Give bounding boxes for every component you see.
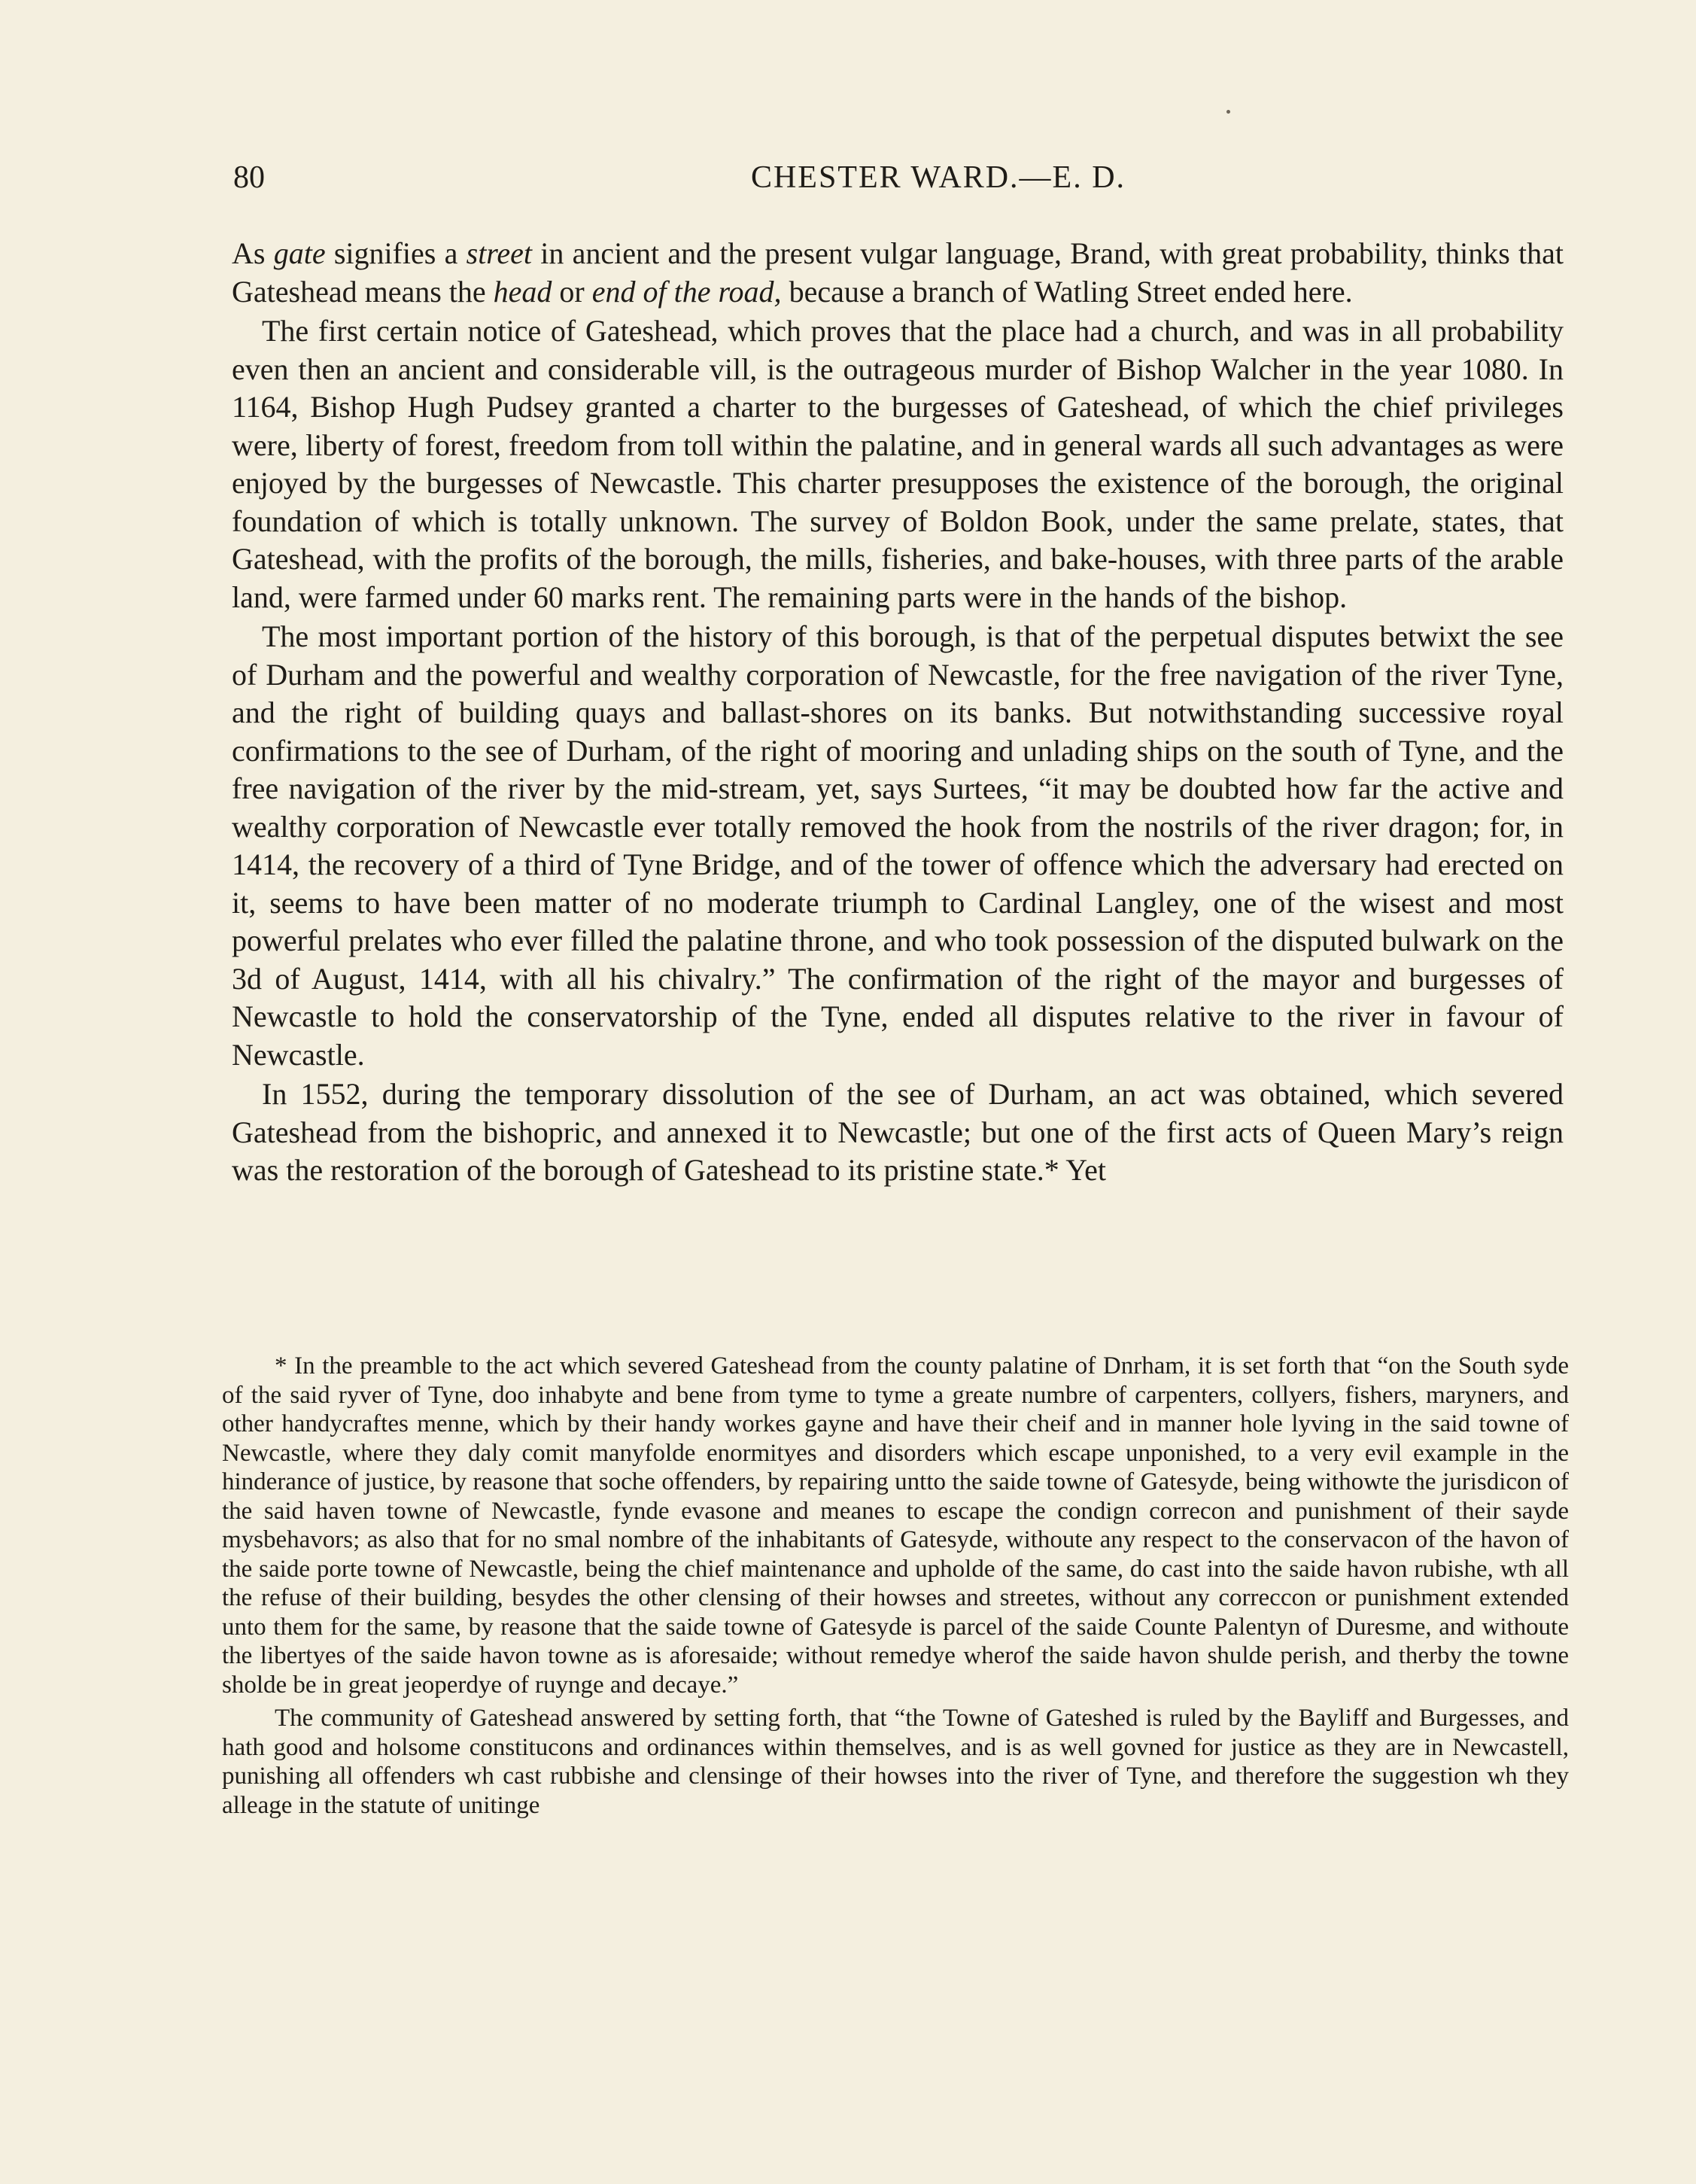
text-run: The first certain notice of Gateshead, which proves that the place had a church, and was in all probability even then an ancient and considerable vill, is the outrageous murder of Bishop Walcher in the year 1080. In 1164, Bishop Hugh Pudsey granted a charter to the burgesses of Gateshead, of which the chief privileges were, liberty of forest, freedom from toll within the palatine, and in general wards all such advantages as were enjoyed by the burgesses of Newcastle. This charter presupposes the existence of the borough, the original foundation of which is totally unknown. The survey of Boldon Book, under the same prelate, states, that Gateshead, with the profits of the borough, the mills, fisheries, and bake-houses, with three parts of the arable land, were farmed under 60 marks rent. The remaining parts were in the hands of the bishop. bbox=[232, 314, 1564, 614]
text-run: signifies a bbox=[325, 236, 467, 270]
italic-text: end of the road, bbox=[591, 274, 782, 309]
footnote-paragraph: * In the preamble to the act which severed Gateshead from the county palatine of Dnrham, it is set forth that “on the South syde of the said ryver of Tyne, doo inhabyte and bene from tyme to tyme a greate numbre of carpenters, collyers, fishers, maryners, and other handycraftes menne, which by their handy workes gayne and have their cheif and in manner hole lyving in the said towne of Newcastle, where they daly comit manyfolde enormityes and disorders which escape unponished, to a very evil example in the hinderance of justice, by reasone that soche offenders, by repairing untto the saide towne of Gatesyde, being withowte the jurisdicon of the said haven towne of Newcastle, fynde evasone and meanes to escape the condign correcon and punishment of their sayde mysbehavors; as also that for no smal nombre of the inhabitants of Gatesyde, withoute any respect to the conservacon of the havon of the saide porte towne of Newcastle, being the chief maintenance and upholde of the same, do cast into the saide havon rubishe, wth all the refuse of their building, besydes the other clensing of their howses and streetes, without any correccon or punishment extended unto them for the same, by reasone that the saide towne of Gatesyde is parcel of the saide Counte Palentyn of Duresme, and withoute the libertyes of the saide havon towne as is aforesaide; without remedye wherof the saide havon shulde perish, and therby the towne sholde be in great jeoperdye of ruynge and decaye.” bbox=[222, 1352, 1569, 1699]
italic-text: head bbox=[493, 274, 552, 309]
body-paragraph bbox=[232, 235, 1564, 311]
running-title: CHESTER WARD.—E. D. bbox=[750, 160, 1126, 195]
text-run: In 1552, during the temporary dissolution of the see of Durham, an act was obtained, which severed Gateshead from the bishopric, and annexed it to Newcastle; but one of the first acts of Queen Mary’s reign was the restoration of the borough of Gateshead to its pristine state.* Yet bbox=[232, 1077, 1564, 1187]
main-text bbox=[232, 235, 1564, 1191]
text-run: because a branch of Watling Street ended here. bbox=[781, 274, 1353, 309]
body-paragraph bbox=[232, 1075, 1564, 1190]
text-run: The most important portion of the history of this borough, is that of the perpetual disputes betwixt the see of Durham and the powerful and wealthy corporation of Newcastle, for the free navigation of the river Tyne, and the right of building quays and ballast-shores on its banks. But notwithstanding successive royal confirmations to the see of Durham, of the right of mooring and unlading ships on the south of Tyne, and the free navigation of the river by the mid-stream, yet, says Surtees, “it may be doubted how far the active and wealthy corporation of Newcastle ever totally removed the hook from the nostrils of the river dragon; for, in 1414, the recovery of a third of Tyne Bridge, and of the tower of offence which the adversary had erected on it, seems to have been matter of no moderate triumph to Cardinal Langley, one of the wisest and most powerful prelates who ever filled the palatine throne, and who took possession of the disputed bulwark on the 3d of August, 1414, with all his chivalry.” The confirmation of the right of the mayor and burgesses of Newcastle to hold the conservatorship of the Tyne, ended all disputes relative to the river in favour of Newcastle. bbox=[232, 619, 1564, 1072]
italic-text: gate bbox=[273, 236, 326, 270]
footnote-paragraph: The community of Gateshead answered by setting forth, that “the Towne of Gateshed is ruled by the Bayliff and Burgesses, and hath good and holsome constitucons and ordinances within themselves, and is as well govned for justice as they are in Newcastell, punishing all offenders wh cast rubbishe and clensinge of their howses into the river of Tyne, and therefore the suggestion wh they alleage in the statute of unitinge bbox=[222, 1705, 1569, 1819]
body-paragraph bbox=[232, 618, 1564, 1074]
page-number: 80 bbox=[233, 160, 265, 195]
page-speck bbox=[1226, 110, 1230, 114]
body-paragraph bbox=[232, 312, 1564, 616]
text-run: or bbox=[552, 274, 592, 309]
italic-text: street bbox=[466, 236, 533, 270]
footnotes bbox=[222, 1352, 1569, 1824]
text-run: As bbox=[232, 236, 274, 270]
page-header bbox=[233, 160, 1568, 205]
text-run: in ancient and the present vulgar language, Brand, with great probability, thinks that Gateshead means the bbox=[232, 236, 1564, 309]
